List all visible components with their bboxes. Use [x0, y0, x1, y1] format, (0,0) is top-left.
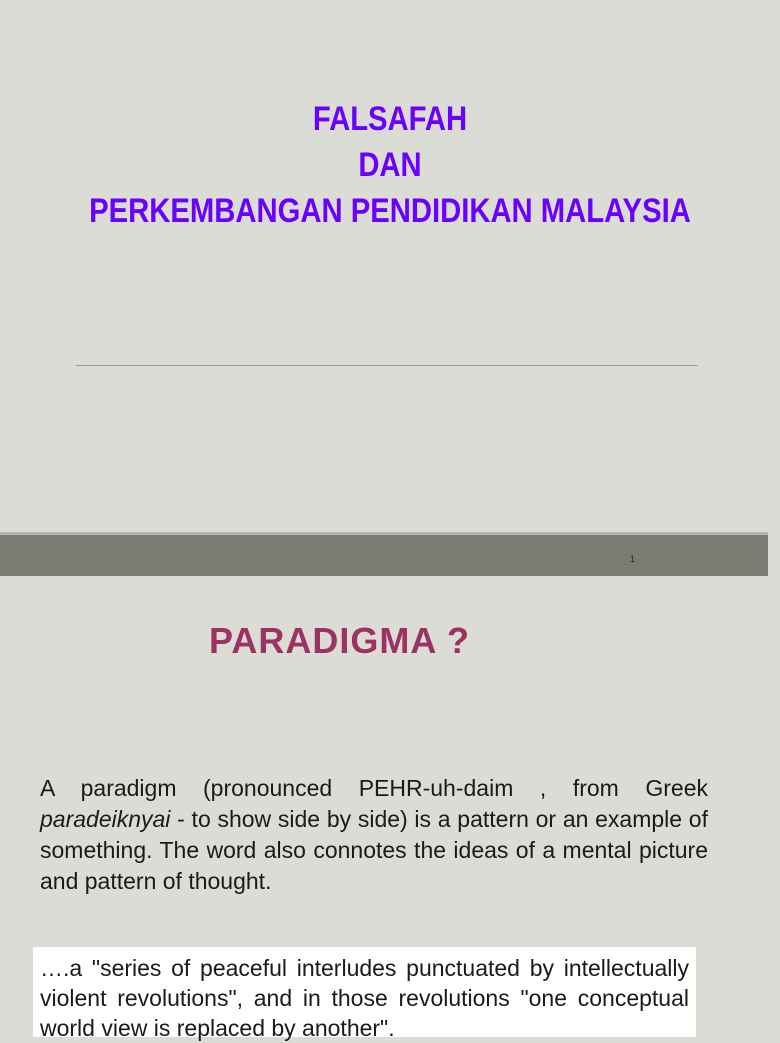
slide-1-title [0, 96, 780, 234]
slide-footer-bar [0, 532, 768, 576]
definition-lead: A paradigm (pronounced PEHR-uh-daim , from Greek [40, 775, 708, 801]
slide-number: 1 [630, 554, 636, 564]
title-line-3: PERKEMBANGAN PENDIDIKAN MALAYSIA [89, 192, 691, 230]
slide-2 [0, 576, 768, 1041]
definition-rest: - to show side by side) is a pattern or an example of something. The word also connotes the ideas of a mental picture and pattern of thought. [40, 806, 708, 894]
definition-term: paradeiknyai [40, 806, 171, 832]
quote-text: ….a "series of peaceful interludes punctuated by intellectually violent revolutions", and in those revolutions "one conceptual world view is replaced by another". [40, 955, 689, 1041]
slide-2-heading: PARADIGMA ? [209, 620, 470, 661]
paradigm-definition [40, 773, 708, 897]
title-line-1: FALSAFAH [312, 100, 468, 138]
title-line-2: DAN [358, 146, 422, 184]
quote-box [33, 947, 696, 1041]
title-divider [76, 365, 698, 366]
